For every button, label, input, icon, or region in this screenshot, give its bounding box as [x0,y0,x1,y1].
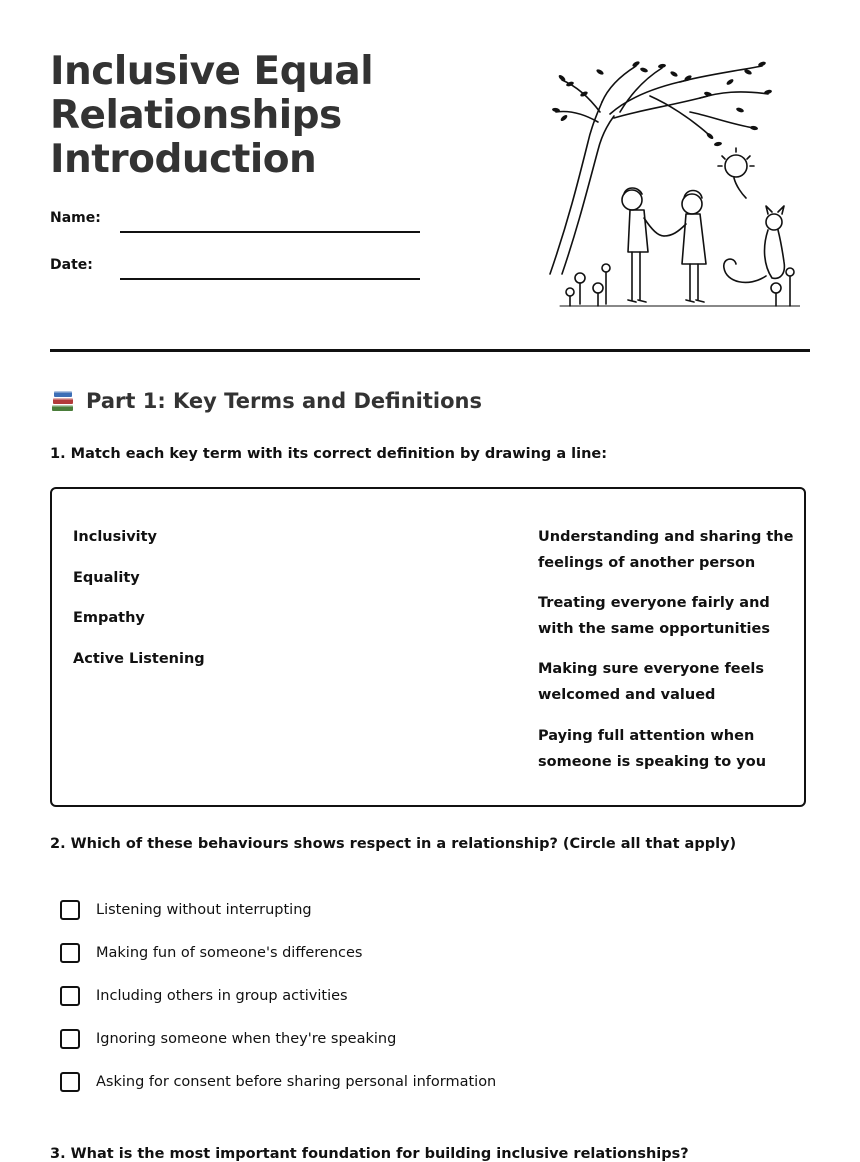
section-divider [50,349,810,352]
date-label: Date: [50,257,93,273]
title-line: Inclusive Equal [50,49,374,94]
term-inclusivity[interactable]: Inclusivity [73,529,158,545]
page-title [50,50,373,182]
name-field[interactable] [120,231,420,233]
name-label: Name: [50,210,101,226]
part1-heading-text: Part 1: Key Terms and Definitions [86,389,482,413]
question-2: 2. Which of these behaviours shows respect in a relationship? (Circle all that apply) [50,836,737,852]
option-row[interactable] [60,943,362,963]
definition-item[interactable]: Paying full attention when someone is speaking to you [538,728,767,770]
option-row[interactable] [60,1029,396,1049]
term-equality[interactable]: Equality [73,570,140,586]
tree-children-handshake-illustration [540,52,800,312]
option-row[interactable] [60,900,312,920]
option-label: Listening without interrupting [96,902,312,918]
date-field[interactable] [120,278,420,280]
option-row[interactable] [60,1072,496,1092]
title-line: Introduction [50,137,317,182]
term-active-listening[interactable]: Active Listening [73,651,205,667]
option-label: Ignoring someone when they're speaking [96,1031,397,1047]
checkbox[interactable] [60,1029,80,1049]
definition-item[interactable]: Treating everyone fairly and with the same opportunities [538,595,770,637]
checkbox[interactable] [60,986,80,1006]
term-empathy[interactable]: Empathy [73,610,145,626]
books-icon [50,388,76,414]
option-label: Making fun of someone's differences [96,945,363,961]
part1-heading [50,388,482,414]
matching-box [50,487,806,807]
definition-item[interactable]: Making sure everyone feels welcomed and valued [538,661,765,703]
checkbox[interactable] [60,1072,80,1092]
question-1: 1. Match each key term with its correct definition by drawing a line: [50,446,608,462]
option-row[interactable] [60,986,348,1006]
title-line: Relationships [50,93,342,138]
option-label: Asking for consent before sharing personal information [96,1074,497,1090]
definition-item[interactable]: Understanding and sharing the feelings of another person [538,529,794,571]
checkbox[interactable] [60,900,80,920]
checkbox[interactable] [60,943,80,963]
option-label: Including others in group activities [96,988,348,1004]
question-3: 3. What is the most important foundation for building inclusive relationships? [50,1146,689,1162]
